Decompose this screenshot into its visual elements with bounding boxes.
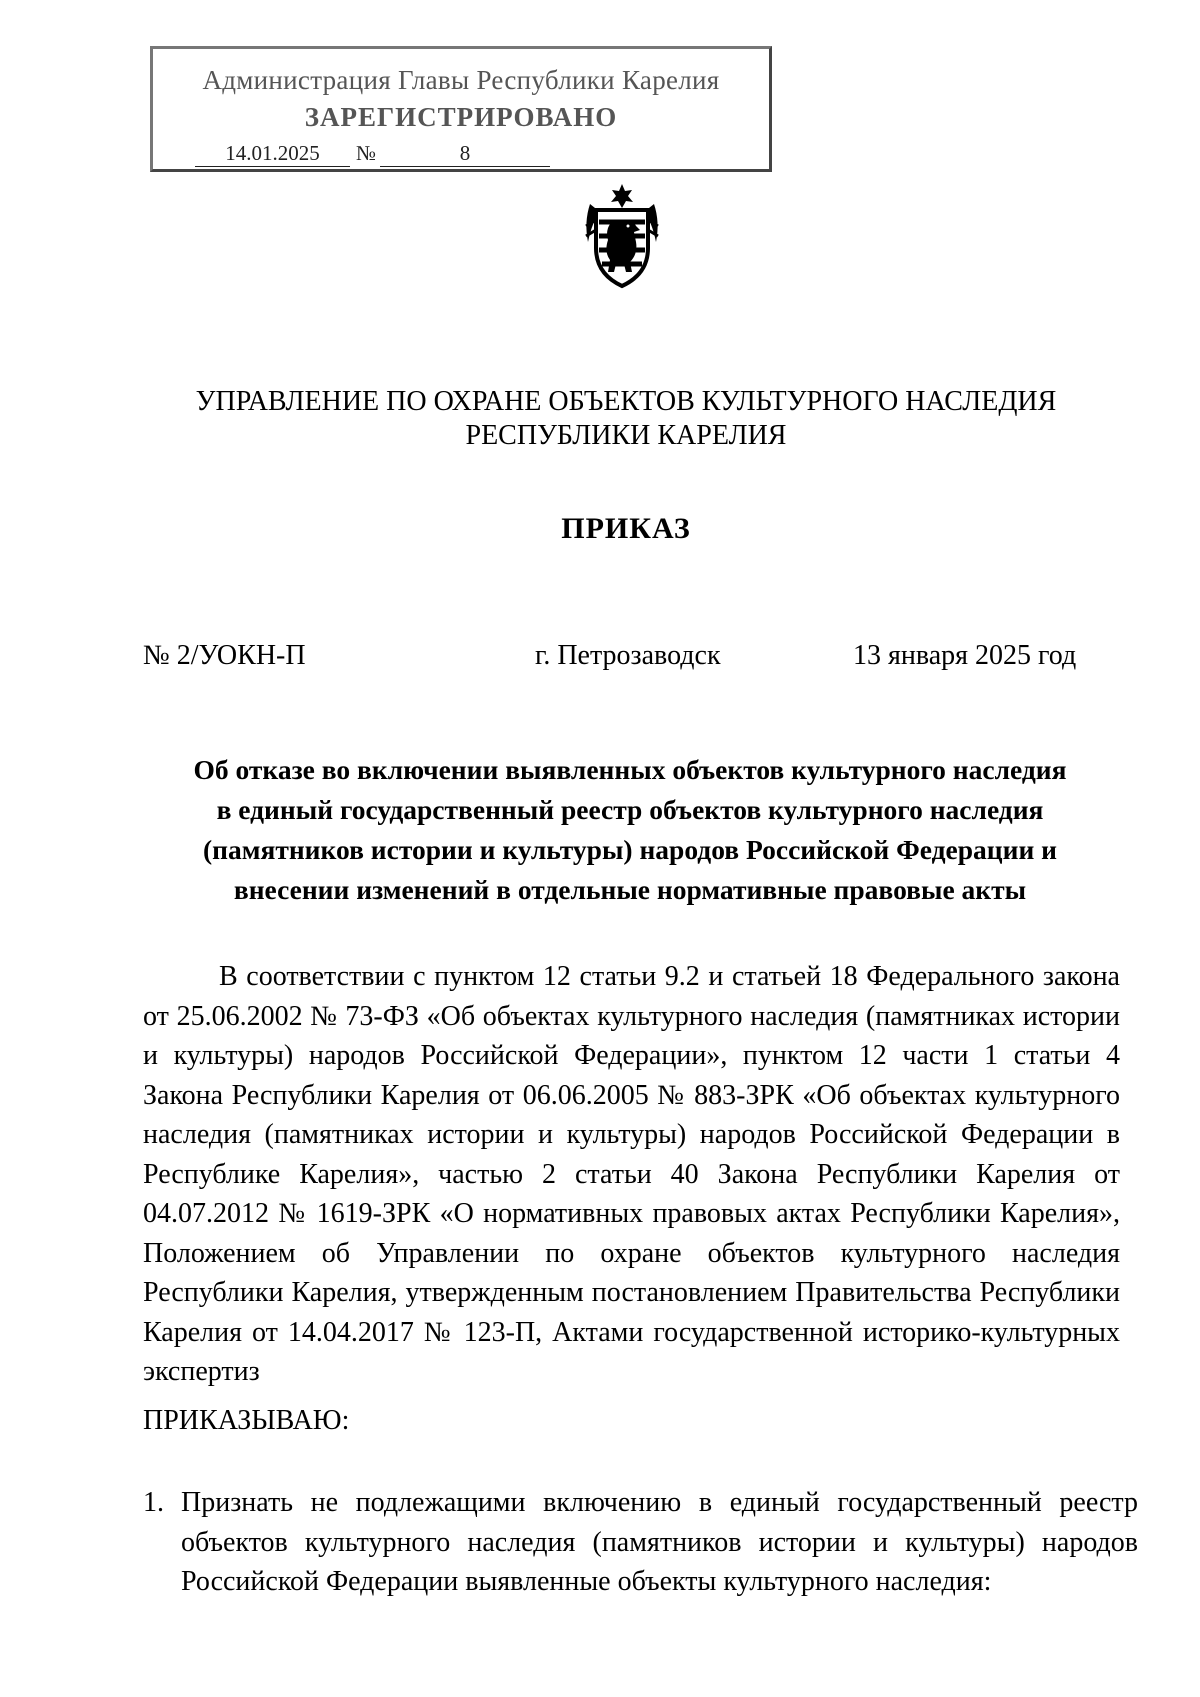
stamp-organization: Администрация Главы Республики Карелия bbox=[202, 65, 720, 95]
document-type: ПРИКАЗ bbox=[561, 512, 691, 545]
preamble-paragraph: В соответствии с пунктом 12 статьи 9.2 и статьей 18 Федерального закона от 25.06.2002 № 73-ФЗ «Об объектах культурного наследия (памятниках истории и культуры) народов Российской Федерации», пунктом 12 части 1 статьи 4 Закона Республики Карелия от 06.06.2005 № 883-ЗРК «Об объектах культурного наследия (памятниках истории и культуры) народов Российской Федерации в Республике Карелия», частью 2 статьи 40 Закона Республики Карелия от 04.07.2012 № 1619-ЗРК «О нормативных правовых актах Республики Карелия», Положением об Управлении по охране объектов культурного наследия Республики Карелия, утвержденным постановлением Правительства Республики Карелия от 14.04.2017 № 123-П, Актами государственной историко-культурных экспертиз bbox=[143, 961, 1120, 1387]
agency-name-line-1: УПРАВЛЕНИЕ ПО ОХРАНЕ ОБЪЕКТОВ КУЛЬТУРНОГО НАСЛЕДИЯ bbox=[195, 386, 1057, 417]
order-word: ПРИКАЗЫВАЮ: bbox=[143, 1405, 350, 1436]
stamp-number: 8 bbox=[380, 141, 550, 167]
order-title bbox=[145, 750, 1115, 910]
order-title-line: внесении изменений в отдельные нормативные правовые акты bbox=[233, 874, 1027, 905]
karelia-coat-of-arms-icon bbox=[582, 182, 662, 290]
list-item-text: Признать не подлежащими включению в единый государственный реестр объектов культурного наследия (памятников истории и культуры) народов Российской Федерации выявленные объекты культурного наследия: bbox=[181, 1487, 1138, 1597]
registration-stamp bbox=[150, 46, 772, 172]
order-city: г. Петрозаводск bbox=[535, 640, 721, 671]
order-number: № 2/УОКН-П bbox=[143, 640, 306, 671]
order-date: 13 января 2025 год bbox=[853, 640, 1077, 671]
order-title-line: Об отказе во включении выявленных объектов культурного наследия bbox=[193, 754, 1067, 785]
stamp-date: 14.01.2025 bbox=[195, 141, 350, 167]
list-item-number: 1. bbox=[143, 1487, 164, 1518]
list-item bbox=[143, 1483, 1138, 1602]
stamp-status: ЗАРЕГИСТРИРОВАНО bbox=[304, 102, 618, 132]
order-title-line: (памятников истории и культуры) народов Российской Федерации и bbox=[202, 834, 1058, 865]
stamp-number-sign: № bbox=[355, 141, 377, 165]
agency-name-line-2: РЕСПУБЛИКИ КАРЕЛИЯ bbox=[465, 420, 787, 451]
order-title-line: в единый государственный реестр объектов культурного наследия bbox=[216, 794, 1044, 825]
